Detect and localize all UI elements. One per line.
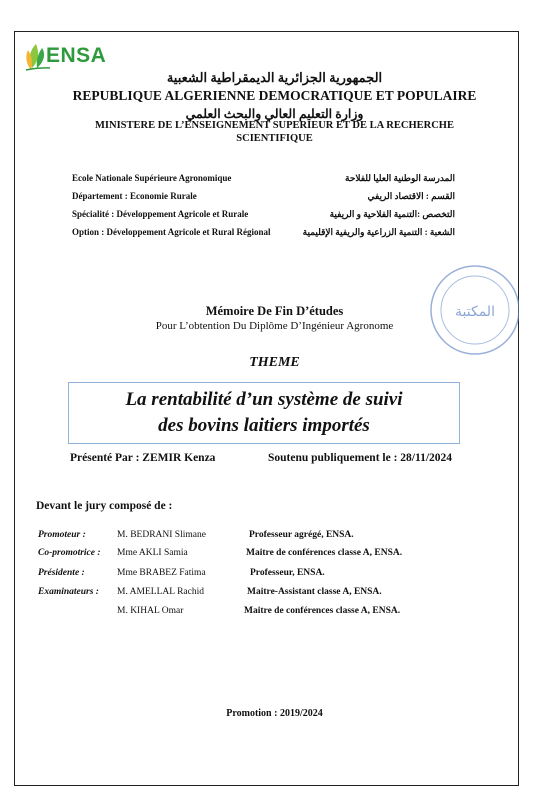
jury-member-title: Maitre-Assistant classe A, ENSA. bbox=[247, 587, 382, 597]
french-state-name: REPUBLIQUE ALGERIENNE DEMOCRATIQUE ET POPULAIRE bbox=[72, 88, 477, 103]
french-ministry-line1: MINISTERE DE L’ENSEIGNEMENT SUPERIEUR ET DE LA RECHERCHE bbox=[95, 120, 454, 131]
memoire-subtitle: Pour L’obtention Du Diplôme D’Ingénieur Agronome bbox=[155, 320, 394, 332]
jury-row bbox=[0, 568, 549, 583]
logo-text: ENSA bbox=[46, 44, 107, 67]
specialty-arabic: التخصص :التنمية الفلاحية و الريفية bbox=[329, 209, 455, 219]
stamp-text: المكتبة bbox=[455, 304, 495, 320]
theme-line2: des bovins laitiers importés bbox=[158, 415, 370, 436]
jury-name: Mme BRABEZ Fatima bbox=[117, 568, 206, 578]
specialty: Spécialité : Développement Agricole et Rurale bbox=[72, 209, 249, 219]
jury-name: M. KIHAL Omar bbox=[117, 606, 184, 616]
jury-row bbox=[0, 587, 549, 602]
theme-line1: La rentabilité d’un système de suivi bbox=[125, 389, 403, 410]
jury-role: Examinateurs : bbox=[38, 587, 99, 597]
memoire-title: Mémoire De Fin D’études bbox=[205, 304, 344, 318]
jury-name: M. AMELLAL Rachid bbox=[117, 587, 204, 597]
school-name: Ecole Nationale Supérieure Agronomique bbox=[72, 173, 232, 183]
arabic-state-name: الجمهورية الجزائرية الديمقراطية الشعبية bbox=[166, 70, 383, 85]
promotion: Promotion : 2019/2024 bbox=[226, 708, 323, 719]
department: Département : Economie Rurale bbox=[72, 191, 197, 201]
french-ministry-name bbox=[0, 119, 549, 145]
jury-row bbox=[0, 548, 549, 563]
french-ministry-line2: SCIENTIFIQUE bbox=[236, 133, 313, 144]
department-arabic: القسم : الاقتصاد الريفي bbox=[367, 191, 455, 201]
jury-member-title: Maitre de conférences classe A, ENSA. bbox=[246, 548, 403, 558]
arabic-ministry-name: وزارة التعليم العالي والبحث العلمي bbox=[185, 107, 364, 121]
jury-row bbox=[0, 530, 549, 545]
jury-name: Mme AKLI Samia bbox=[117, 548, 188, 558]
jury-member-title: Maitre de conférences classe A, ENSA. bbox=[244, 606, 401, 616]
presented-by: Présenté Par : ZEMIR Kenza bbox=[70, 452, 216, 464]
jury-heading: Devant le jury composé de : bbox=[36, 500, 173, 512]
option: Option : Développement Agricole et Rural Régional bbox=[72, 227, 271, 237]
jury-member-title: Professeur agrégé, ENSA. bbox=[249, 530, 354, 540]
jury-row bbox=[0, 606, 549, 621]
jury-role: Promoteur : bbox=[38, 530, 86, 540]
theme-label: THEME bbox=[249, 355, 300, 370]
jury-role: Présidente : bbox=[38, 568, 85, 578]
defense-date: Soutenu publiquement le : 28/11/2024 bbox=[268, 452, 453, 464]
jury-member-title: Professeur, ENSA. bbox=[250, 568, 325, 578]
jury-name: M. BEDRANI Slimane bbox=[117, 530, 206, 540]
school-name-arabic: المدرسة الوطنية العليا للفلاحة bbox=[345, 173, 455, 183]
jury-role: Co-promotrice : bbox=[38, 548, 101, 558]
option-arabic: الشعبة : التنمية الزراعية والريفية الإقليمية bbox=[302, 227, 455, 237]
theme-box bbox=[68, 382, 460, 444]
